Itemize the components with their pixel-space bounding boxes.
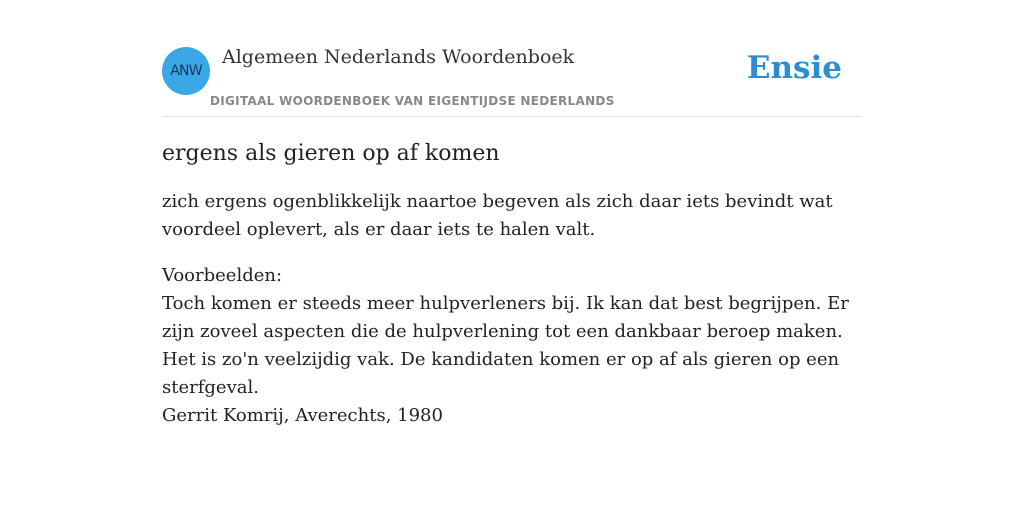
examples-label: Voorbeelden: — [162, 265, 283, 286]
logo-text: ANW — [170, 63, 202, 79]
site-title[interactable]: Algemeen Nederlands Woordenboek — [222, 46, 575, 68]
examples-block — [162, 262, 862, 430]
entry-content — [162, 138, 862, 430]
ensie-brand-link[interactable]: Ensie — [746, 50, 842, 86]
site-header — [162, 40, 862, 117]
definition: zich ergens ogenblikkelijk naartoe begeven als zich daar iets bevindt wat voordeel oplevert, als er daar iets te halen valt. — [162, 191, 833, 240]
site-subtitle: DIGITAAL WOORDENBOEK VAN EIGENTIJDSE NEDERLANDS — [210, 94, 615, 108]
example-source: Gerrit Komrij, Averechts, 1980 — [162, 405, 443, 426]
anw-logo[interactable] — [162, 47, 210, 95]
headword: ergens als gieren op af komen — [162, 141, 500, 166]
example-text: Toch komen er steeds meer hulpverleners bij. Ik kan dat best begrijpen. Er zijn zoveel aspecten die de hulpverlening tot een dankbaar beroep maken. Het is zo'n veelzijdig vak. De kandidaten komen er op af als gieren op een sterfgeval. — [162, 293, 849, 398]
